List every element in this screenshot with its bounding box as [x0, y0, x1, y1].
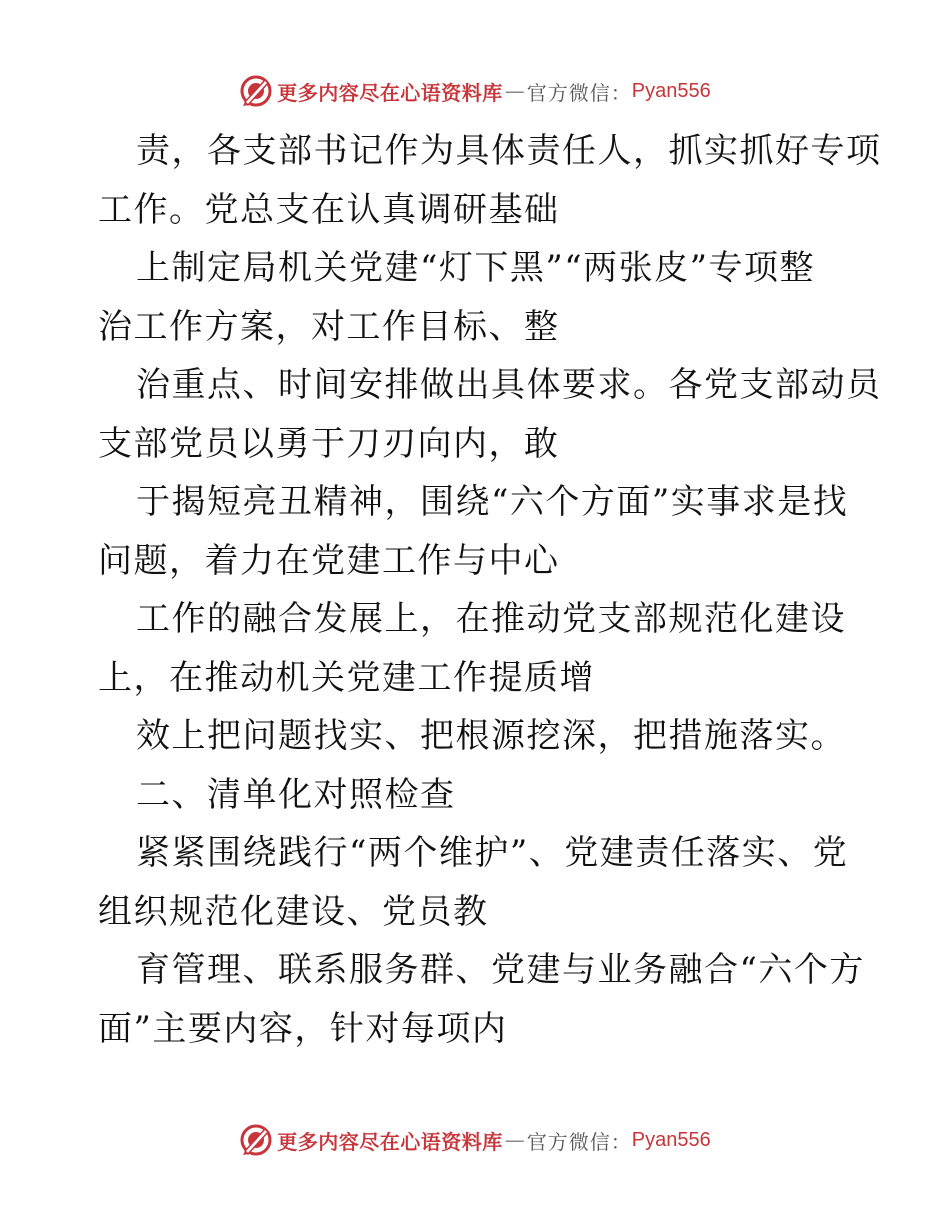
banner-wechat-handle: Pyan556: [631, 1128, 711, 1151]
text-line: 于揭短亮丑精神，围绕“六个方面”实事求是找: [136, 482, 849, 522]
footer-banner: [0, 1120, 950, 1160]
text-line: 治工作方案，对工作目标、整: [98, 306, 560, 347]
text-line: 责，各支部书记作为具体责任人，抓实抓好专项: [136, 131, 882, 171]
text-line: 组织规范化建设、党员教: [98, 891, 489, 932]
text-line: 工作。党总支在认真调研基础: [98, 189, 560, 230]
section-heading: 二、清单化对照检查: [136, 774, 456, 815]
banner-brand-text: 更多内容尽在心语资料库: [277, 1129, 503, 1154]
text-line: 紧紧围绕践行“两个维护”、党建责任落实、党: [136, 833, 849, 873]
text-line: 支部党员以勇于刀刃向内，敢: [98, 423, 560, 464]
document-body: [98, 122, 882, 1058]
text-line: 上，在推动机关党建工作提质增: [98, 657, 595, 698]
text-line: 面”主要内容，针对每项内: [98, 1008, 508, 1049]
banner-wechat-label: 官方微信：: [526, 1129, 632, 1154]
banner-wechat-handle: Pyan556: [631, 79, 711, 102]
text-line: 治重点、时间安排做出具体要求。各党支部动员: [136, 365, 882, 405]
text-line: 育管理、联系服务群、党建与业务融合“六个方: [136, 950, 865, 990]
banner-separator: —: [504, 1128, 525, 1152]
text-line: 效上把问题找实、把根源挖深，把措施落实。: [136, 716, 846, 756]
banner-wechat-label: 官方微信：: [526, 80, 632, 105]
text-line: 工作的融合发展上，在推动党支部规范化建设: [136, 599, 846, 639]
banner-separator: —: [504, 79, 525, 103]
pen-logo-icon: [239, 1123, 273, 1157]
text-line: 问题，着力在党建工作与中心: [98, 540, 560, 581]
text-line: 上制定局机关党建“灯下黑”“两张皮”专项整: [136, 248, 816, 288]
header-banner: [0, 71, 950, 111]
pen-logo-icon: [239, 74, 273, 108]
banner-brand-text: 更多内容尽在心语资料库: [277, 80, 503, 105]
